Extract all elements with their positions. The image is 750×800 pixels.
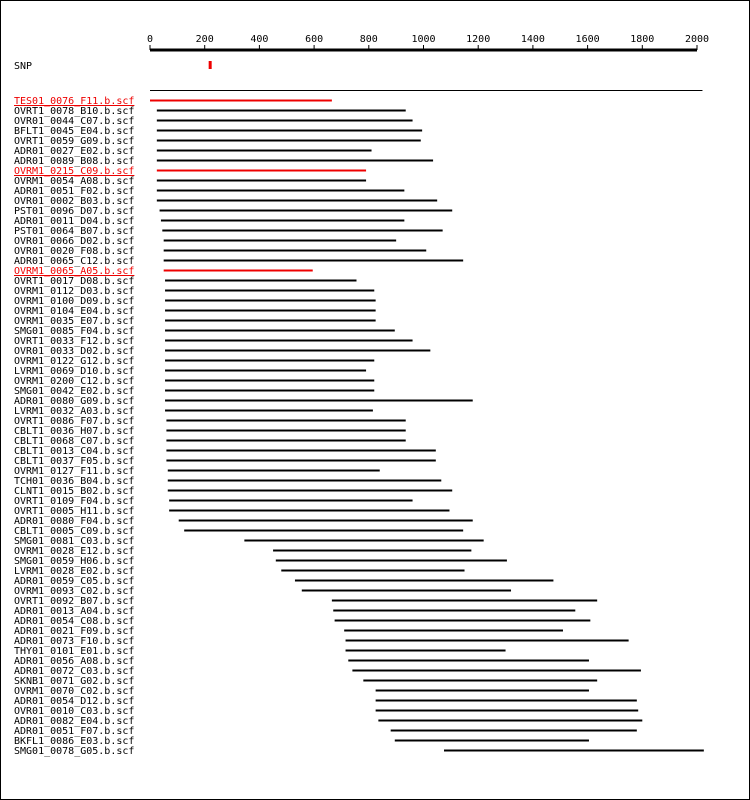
read-name[interactable]: OVRT1_0033_F12.b.scf [14,336,135,347]
read-name[interactable]: OVR01_0002_B03.b.scf [14,196,135,207]
read-name[interactable]: THY01_0101_E01.b.scf [14,646,135,657]
read-name[interactable]: OVR01_0033_D02.b.scf [14,346,135,357]
read-name[interactable]: CBLT1_0005_C09.b.scf [14,526,135,537]
snp-marker [209,61,212,69]
read-name[interactable]: OVRM1_0100_D09.b.scf [14,296,135,307]
read-name[interactable]: PST01_0096_D07.b.scf [14,206,135,217]
axis-tick-label: 1800 [630,34,655,45]
read-name[interactable]: LVRM1_0032_A03.b.scf [14,406,135,417]
read-name[interactable]: OVRM1_0054_A08.b.scf [14,176,135,187]
read-name[interactable]: ADR01_0080_G09.b.scf [14,396,135,407]
axis-tick-label: 200 [195,34,214,45]
axis-tick-label: 0 [146,34,154,45]
read-name[interactable]: OVRT1_0017_D08.b.scf [14,276,135,287]
read-name[interactable]: OVRT1_0109_F04.b.scf [14,496,135,507]
axis-tick-label: 800 [359,34,378,45]
read-name[interactable]: OVRM1_0200_C12.b.scf [14,376,135,387]
position-axis [147,34,709,50]
read-name[interactable]: OVRM1_0065_A05.b.scf [14,266,135,277]
read-list [14,96,704,757]
read-name[interactable]: ADR01_0073_F10.b.scf [14,636,135,647]
axis-tick-label: 1400 [520,34,545,45]
read-name[interactable]: SKNB1_0071_G02.b.scf [14,676,135,687]
read-name[interactable]: LVRM1_0028_E02.b.scf [14,566,135,577]
read-name[interactable]: ADR01_0082_E04.b.scf [14,716,135,727]
axis-tick-label: 1200 [466,34,491,45]
read-name[interactable]: OVRT1_0059_G09.b.scf [14,136,135,147]
axis-tick-label: 400 [250,34,269,45]
read-name[interactable]: OVR01_0020_F08.b.scf [14,246,135,257]
read-name[interactable]: OVRM1_0093_C02.b.scf [14,586,135,597]
read-name[interactable]: CLNT1_0015_B02.b.scf [14,486,135,497]
read-name[interactable]: BKFL1_0086_E03.b.scf [14,736,135,747]
axis-tick-label: 2000 [684,34,710,45]
read-name[interactable]: CBLT1_0068_C07.b.scf [14,436,135,447]
read-name[interactable]: ADR01_0054_C08.b.scf [14,616,135,627]
read-name[interactable]: OVRM1_0070_C02.b.scf [14,686,135,697]
read-name[interactable]: ADR01_0059_C05.b.scf [14,576,135,587]
read-name[interactable]: ADR01_0011_D04.b.scf [14,216,135,227]
read-name[interactable]: OVR01_0066_D02.b.scf [14,236,135,247]
read-name[interactable]: OVRM1_0215_C09.b.scf [14,166,135,177]
read-name[interactable]: CBLT1_0036_H07.b.scf [14,426,135,437]
read-name[interactable]: CBLT1_0037_F05.b.scf [14,456,135,467]
read-name[interactable]: ADR01_0072_C03.b.scf [14,666,135,677]
read-name[interactable]: OVRT1_0005_H11.b.scf [14,506,135,517]
read-name[interactable]: ADR01_0051_F02.b.scf [14,186,135,197]
read-name[interactable]: CBLT1_0013_C04.b.scf [14,446,135,457]
snp-label: SNP [14,61,33,72]
read-name[interactable]: ADR01_0080_F04.b.scf [14,516,135,527]
read-name[interactable]: PST01_0064_B07.b.scf [14,226,135,237]
read-name[interactable]: OVRM1_0028_E12.b.scf [14,546,135,557]
read-name[interactable]: OVRT1_0078_B10.b.scf [14,106,135,117]
read-name[interactable]: SMG01_0042_E02.b.scf [14,386,135,397]
axis-tick-label: 600 [305,34,324,45]
read-name[interactable]: ADR01_0089_B08.b.scf [14,156,135,167]
axis-tick-label: 1600 [575,34,600,45]
read-name[interactable]: ADR01_0054_D12.b.scf [14,696,135,707]
read-name[interactable]: OVRT1_0092_B07.b.scf [14,596,135,607]
read-name[interactable]: OVRM1_0127_F11.b.scf [14,466,135,477]
read-name[interactable]: LVRM1_0069_D10.b.scf [14,366,135,377]
read-name[interactable]: BFLT1_0045_E04.b.scf [14,126,135,137]
read-name[interactable]: OVRM1_0104_E04.b.scf [14,306,135,317]
axis-tick-label: 1000 [411,34,436,45]
read-row [14,746,704,757]
read-name[interactable]: SMG01_0085_F04.b.scf [14,326,135,337]
read-name[interactable]: ADR01_0051_F07.b.scf [14,726,135,737]
read-name[interactable]: SMG01_0078_G05.b.scf [14,746,135,757]
read-name[interactable]: SMG01_0059_H06.b.scf [14,556,135,567]
read-name[interactable]: OVRM1_0035_E07.b.scf [14,316,135,327]
read-name[interactable]: ADR01_0027_E02.b.scf [14,146,135,157]
read-name[interactable]: OVR01_0010_C03.b.scf [14,706,135,717]
snp-track [14,61,212,72]
read-name[interactable]: ADR01_0065_C12.b.scf [14,256,135,267]
read-name[interactable]: OVRM1_0112_D03.b.scf [14,286,135,297]
read-name[interactable]: ADR01_0021_F09.b.scf [14,626,135,637]
read-name[interactable]: OVR01_0044_C07.b.scf [14,116,135,127]
read-name[interactable]: TES01_0076_F11.b.scf [14,96,135,107]
read-name[interactable]: TCH01_0036_B04.b.scf [14,476,135,487]
read-name[interactable]: SMG01_0081_C03.b.scf [14,536,135,547]
read-name[interactable]: ADR01_0013_A04.b.scf [14,606,135,617]
axis-ticks [147,34,709,50]
read-name[interactable]: OVRM1_0122_G12.b.scf [14,356,135,367]
read-name[interactable]: ADR01_0056_A08.b.scf [14,656,135,667]
read-name[interactable]: OVRT1_0086_F07.b.scf [14,416,135,427]
